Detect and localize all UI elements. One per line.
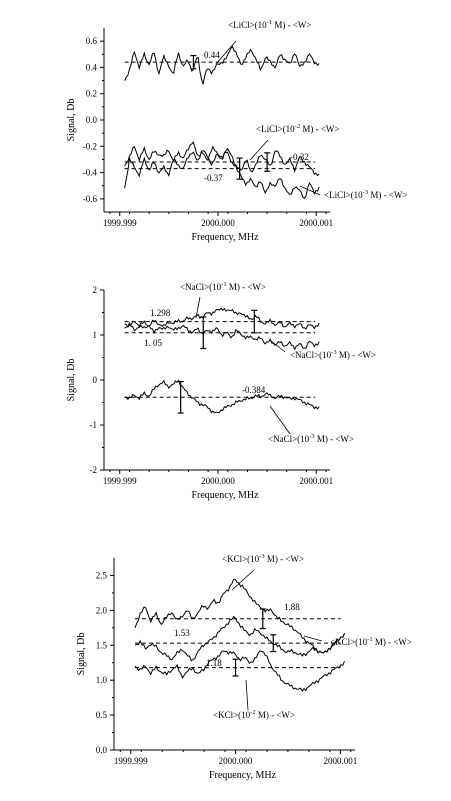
mean-value-label: 1.298 — [150, 308, 171, 318]
y-tick-label: 2.0 — [95, 605, 107, 616]
series-name-label: $<KCl>(10^{-2}$ M) - <W> — [213, 709, 295, 720]
y-tick-label: 1 — [92, 330, 97, 340]
y-tick-label: 0.6 — [85, 36, 97, 47]
leader-line — [304, 636, 322, 641]
y-axis-label: Signal, Db — [66, 98, 77, 142]
series-name-label: $<NaCl>(10^{-3}$ M) - <W> — [290, 349, 376, 360]
y-axis-label: Signal, Db — [66, 358, 77, 402]
series-name-label: $<LiCl>(10^{-1}$ M) - <W> — [228, 19, 312, 30]
series-line — [125, 380, 320, 413]
x-tick-label: 2000.000 — [218, 756, 253, 766]
mean-value-label: -0.384 — [242, 385, 266, 395]
x-axis-label: Frequency, MHz — [191, 232, 259, 243]
mean-value-label: 1. 05 — [144, 338, 162, 348]
y-tick-label: 0.2 — [85, 88, 97, 99]
x-axis-label: Frequency, MHz — [208, 770, 277, 781]
y-tick-label: 0.0 — [95, 745, 107, 755]
mean-value-label: 1.88 — [284, 602, 300, 612]
y-tick-label: -1 — [89, 420, 97, 430]
y-tick-label: 1.5 — [95, 640, 107, 651]
x-tick-label: 2000.000 — [201, 218, 235, 228]
x-tick-label: 2000.001 — [299, 476, 334, 486]
y-tick-label: 0.5 — [95, 710, 107, 721]
y-tick-label: -0.4 — [82, 167, 97, 178]
y-tick-label: 0 — [92, 375, 97, 385]
mean-value-label: -0.32 — [290, 152, 309, 162]
y-tick-label: 0.0 — [85, 115, 97, 125]
x-axis-label: Frequency, MHz — [191, 490, 259, 501]
y-tick-label: 1.0 — [95, 675, 107, 686]
y-tick-label: 2.5 — [95, 570, 107, 581]
x-tick-label: 2000.001 — [323, 756, 358, 766]
y-tick-label: 2 — [92, 285, 97, 295]
series-name-label: $<KCl>(10^{-1}$ M) - <W> — [330, 636, 412, 647]
x-tick-label: 2000.001 — [299, 218, 334, 228]
mean-value-label: 1.53 — [174, 628, 190, 638]
y-tick-label: -2 — [89, 465, 97, 475]
series-line — [125, 47, 320, 85]
leader-line — [246, 680, 248, 710]
y-tick-label: -0.6 — [82, 193, 97, 204]
y-tick-label: -0.2 — [82, 141, 97, 152]
series-name-label: $<LiCl>(10^{-3}$ M) - <W> — [324, 189, 408, 200]
series-name-label: $<KCl>(10^{-3}$ M) - <W> — [222, 553, 304, 564]
x-tick-label: 1999.999 — [113, 756, 148, 766]
series-line — [135, 579, 345, 653]
x-tick-label: 2000.000 — [201, 476, 235, 486]
series-name-label: $<LiCl>(10^{-2}$ M) - <W> — [256, 123, 340, 134]
series-name-label: $<NaCl>(10^{-3}$ M) - <W> — [268, 433, 354, 444]
series-name-label: $<NaCl>(10^{-1}$ M) - <W> — [180, 281, 266, 292]
y-axis-label: Signal, Db — [76, 632, 87, 676]
x-tick-label: 1999.999 — [102, 218, 137, 228]
mean-value-label: 1.18 — [206, 658, 222, 668]
mean-value-label: 0.44 — [204, 50, 220, 60]
y-tick-label: 0.4 — [85, 62, 97, 73]
leader-line — [270, 406, 290, 434]
mean-value-label: -0.37 — [204, 173, 223, 183]
x-tick-label: 1999.999 — [102, 476, 137, 486]
